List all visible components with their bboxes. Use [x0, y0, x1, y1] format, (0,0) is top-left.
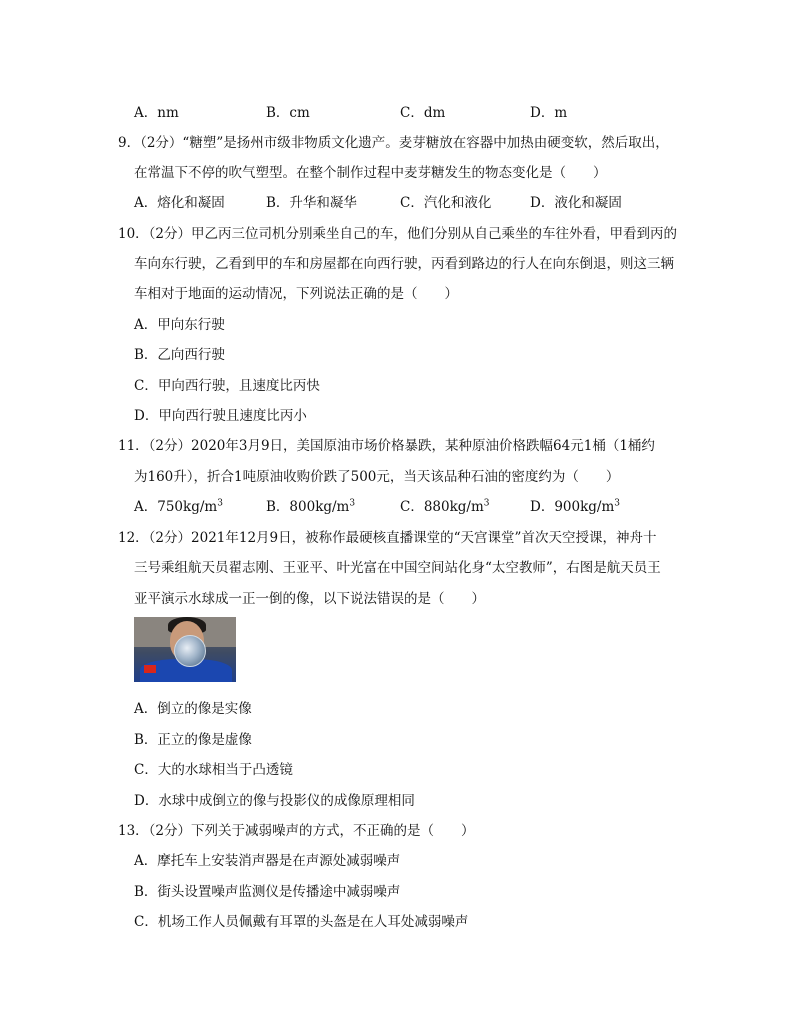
- q11-option-a-sup: 3: [217, 498, 223, 509]
- q9-option-d: D．液化和凝固: [530, 195, 622, 211]
- q12-stem-line3: 亚平演示水球成一正一倒的像，以下说法错误的是（ ）: [134, 591, 485, 607]
- q13-option-a: A．摩托车上安装消声器是在声源处减弱噪声: [134, 853, 401, 869]
- q10-stem-line3: 车相对于地面的运动情况，下列说法正确的是（ ）: [134, 286, 458, 302]
- q13-stem-line1: 13．（2分）下列关于减弱噪声的方式，不正确的是（ ）: [118, 823, 475, 839]
- q13-option-b: B．街头设置噪声监测仪是传播途中减弱噪声: [134, 884, 401, 900]
- q10-option-d: D．甲向西行驶且速度比丙小: [134, 408, 307, 424]
- q11-option-c: [400, 495, 490, 515]
- q11-stem-line1: 11．（2分）2020年3月9日，美国原油市场价格暴跌，某种原油价格跌幅64元1桶（1桶约: [118, 438, 655, 454]
- q11-option-d-sup: 3: [614, 498, 620, 509]
- q11-option-b-value: B．800kg/m: [266, 499, 350, 515]
- q11-option-c-value: C．880kg/m: [400, 499, 484, 515]
- q12-option-b: B．正立的像是虚像: [134, 732, 252, 748]
- q10-option-c: C．甲向西行驶，且速度比丙快: [134, 378, 320, 394]
- q12-option-c: C．大的水球相当于凸透镜: [134, 762, 293, 778]
- q8-option-a: A．nm: [134, 105, 179, 121]
- q10-stem-line1: 10．（2分）甲乙丙三位司机分别乘坐自己的车，他们分别从自己乘坐的车往外看，甲看到丙的: [118, 226, 678, 242]
- astronaut-water-ball-photo: [134, 617, 236, 682]
- q11-option-b-sup: 3: [349, 498, 356, 509]
- q12-stem-line1: 12．（2分）2021年12月9日，被称作最硬核直播课堂的“天宫课堂”首次天空授课，神舟十: [118, 530, 657, 546]
- q11-option-c-sup: 3: [483, 498, 490, 509]
- q12-option-a: A．倒立的像是实像: [134, 701, 252, 717]
- q11-option-d: [530, 495, 620, 515]
- q10-option-a: A．甲向东行驶: [134, 317, 225, 333]
- q12-option-d: D．水球中成倒立的像与投影仪的成像原理相同: [134, 793, 415, 809]
- q9-option-b: B．升华和凝华: [266, 195, 357, 211]
- photo-water-ball: [174, 635, 206, 667]
- q9-stem-line1: 9．（2分）“糖塑”是扬州市级非物质文化遗产。麦芽糖放在容器中加热由硬变软，然后取出，: [118, 135, 669, 151]
- q10-option-b: B．乙向西行驶: [134, 347, 225, 363]
- photo-flag-patch: [144, 665, 156, 673]
- q9-option-a: A．熔化和凝固: [134, 195, 225, 211]
- q11-stem-line2: 为160升），折合1吨原油收购价跌了500元，当天该品种石油的密度约为（ ）: [134, 469, 620, 485]
- q12-stem-line2: 三号乘组航天员翟志刚、王亚平、叶光富在中国空间站化身“太空教师”，右图是航天员王: [134, 560, 661, 576]
- q9-stem-line2: 在常温下不停的吹气塑型。在整个制作过程中麦芽糖发生的物态变化是（ ）: [134, 165, 607, 181]
- q8-option-d: D．m: [530, 105, 568, 121]
- q11-option-b: [266, 495, 355, 515]
- q11-option-a-value: A．750kg/m: [134, 499, 218, 515]
- q11-option-d-value: D．900kg/m: [530, 499, 615, 515]
- q8-option-c: C．dm: [400, 105, 446, 121]
- q9-option-c: C．汽化和液化: [400, 195, 492, 211]
- q8-option-b: B．cm: [266, 105, 310, 121]
- q10-stem-line2: 车向东行驶，乙看到甲的车和房屋都在向西行驶，丙看到路边的行人在向东倒退，则这三辆: [134, 256, 674, 272]
- q13-option-c: C．机场工作人员佩戴有耳罩的头盔是在人耳处减弱噪声: [134, 914, 469, 930]
- q11-option-a: [134, 495, 223, 515]
